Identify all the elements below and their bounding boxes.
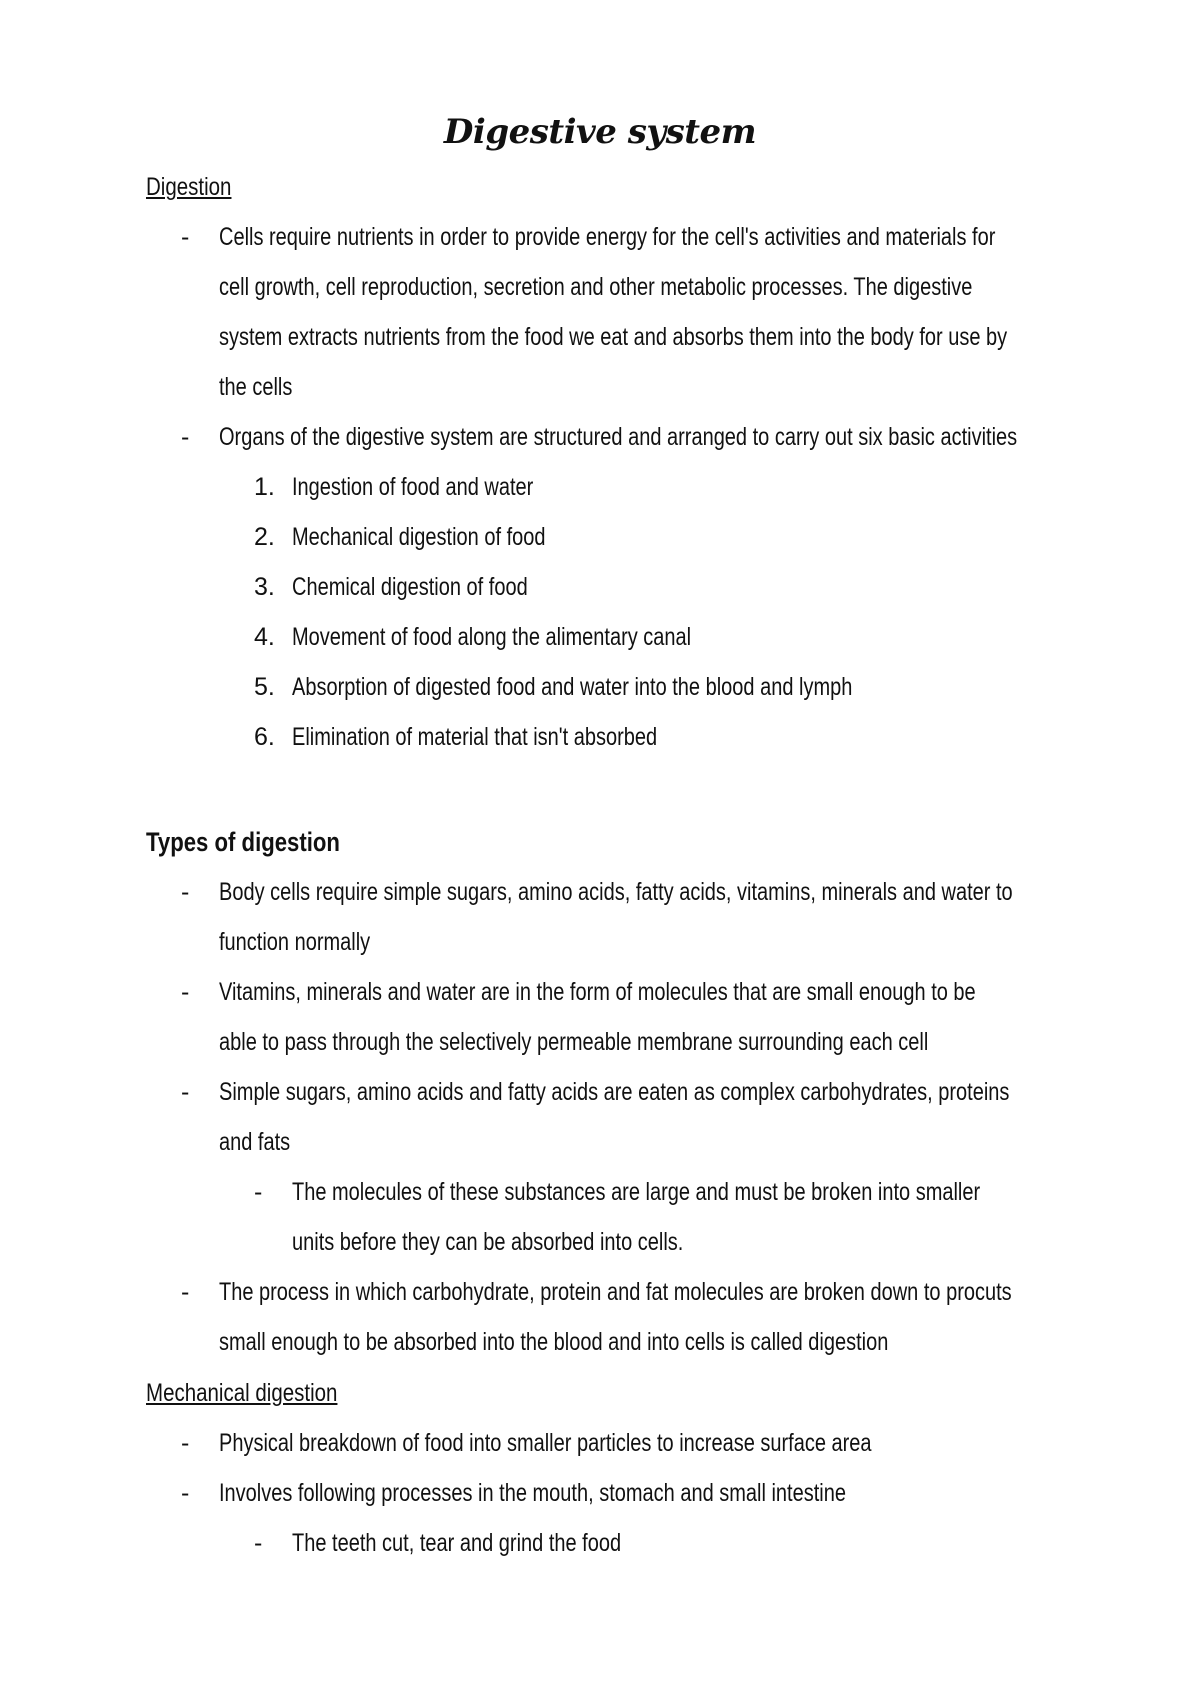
item-number: 3. bbox=[254, 573, 275, 601]
bullet-text: Simple sugars, amino acids and fatty acids are eaten as complex carbohydrates, proteins and fats bbox=[219, 1078, 1010, 1156]
list-item bbox=[181, 867, 1139, 967]
item-number: 4. bbox=[254, 623, 275, 651]
numbered-item bbox=[254, 662, 1200, 712]
numbered-item bbox=[254, 462, 1200, 512]
bullet-text: The process in which carbohydrate, protein and fat molecules are broken down to procuts small enough to be absorbed into the blood and into cells is called digestion bbox=[219, 1278, 1012, 1356]
bullet-dash: - bbox=[181, 223, 190, 251]
bullet-dash: - bbox=[181, 878, 190, 906]
list-item bbox=[181, 412, 1139, 462]
bullet-text: Involves following processes in the mouth, stomach and small intestine bbox=[219, 1479, 846, 1507]
bullet-text: Vitamins, minerals and water are in the form of molecules that are small enough to be able to pass through the selectively permeable membrane surrounding each cell bbox=[219, 978, 976, 1056]
bullet-text: Body cells require simple sugars, amino acids, fatty acids, vitamins, minerals and water to function normally bbox=[219, 878, 1013, 956]
numbered-item bbox=[254, 562, 1200, 612]
list-item bbox=[181, 1267, 1139, 1367]
item-text: Absorption of digested food and water into the blood and lymph bbox=[292, 673, 853, 701]
numbered-item bbox=[254, 512, 1200, 562]
item-text: Movement of food along the alimentary canal bbox=[292, 623, 692, 651]
page-title: Digestive system bbox=[443, 112, 757, 152]
bullet-text: Cells require nutrients in order to provide energy for the cell's activities and materials for cell growth, cell reproduction, secretion and other metabolic processes. The digestive system extracts nutrients from the food we eat and absorbs them into the body for use by the cells bbox=[219, 223, 1008, 401]
list-item bbox=[181, 1067, 1139, 1167]
list-item bbox=[181, 1418, 1139, 1468]
item-number: 1. bbox=[254, 473, 275, 501]
bullet-dash: - bbox=[181, 978, 190, 1006]
item-number: 5. bbox=[254, 673, 275, 701]
list-item bbox=[181, 967, 1139, 1067]
numbered-item bbox=[254, 712, 1200, 762]
bullet-dash: - bbox=[254, 1529, 263, 1557]
item-number: 6. bbox=[254, 723, 275, 751]
bullet-text: Physical breakdown of food into smaller particles to increase surface area bbox=[219, 1429, 872, 1457]
list-item bbox=[181, 1468, 1139, 1518]
item-text: Mechanical digestion of food bbox=[292, 523, 546, 551]
bullet-text: Organs of the digestive system are structured and arranged to carry out six basic activities bbox=[219, 423, 1018, 451]
bullet-dash: - bbox=[181, 423, 190, 451]
numbered-item bbox=[254, 612, 1200, 662]
bullet-text: The teeth cut, tear and grind the food bbox=[292, 1529, 622, 1557]
bullet-text: The molecules of these substances are large and must be broken into smaller units before they can be absorbed into cells. bbox=[292, 1178, 981, 1256]
section-heading-mechanical-digestion: Mechanical digestion bbox=[146, 1379, 338, 1407]
section-heading-types-of-digestion: Types of digestion bbox=[146, 827, 340, 857]
bullet-dash: - bbox=[181, 1278, 190, 1306]
sub-list-item bbox=[254, 1167, 1200, 1267]
sub-list-item bbox=[254, 1518, 1200, 1568]
item-number: 2. bbox=[254, 523, 275, 551]
bullet-dash: - bbox=[254, 1178, 263, 1206]
bullet-dash: - bbox=[181, 1479, 190, 1507]
list-item bbox=[181, 212, 1139, 412]
item-text: Ingestion of food and water bbox=[292, 473, 534, 501]
item-text: Elimination of material that isn't absorbed bbox=[292, 723, 658, 751]
item-text: Chemical digestion of food bbox=[292, 573, 528, 601]
bullet-dash: - bbox=[181, 1429, 190, 1457]
section-heading-digestion: Digestion bbox=[146, 173, 232, 201]
bullet-dash: - bbox=[181, 1078, 190, 1106]
